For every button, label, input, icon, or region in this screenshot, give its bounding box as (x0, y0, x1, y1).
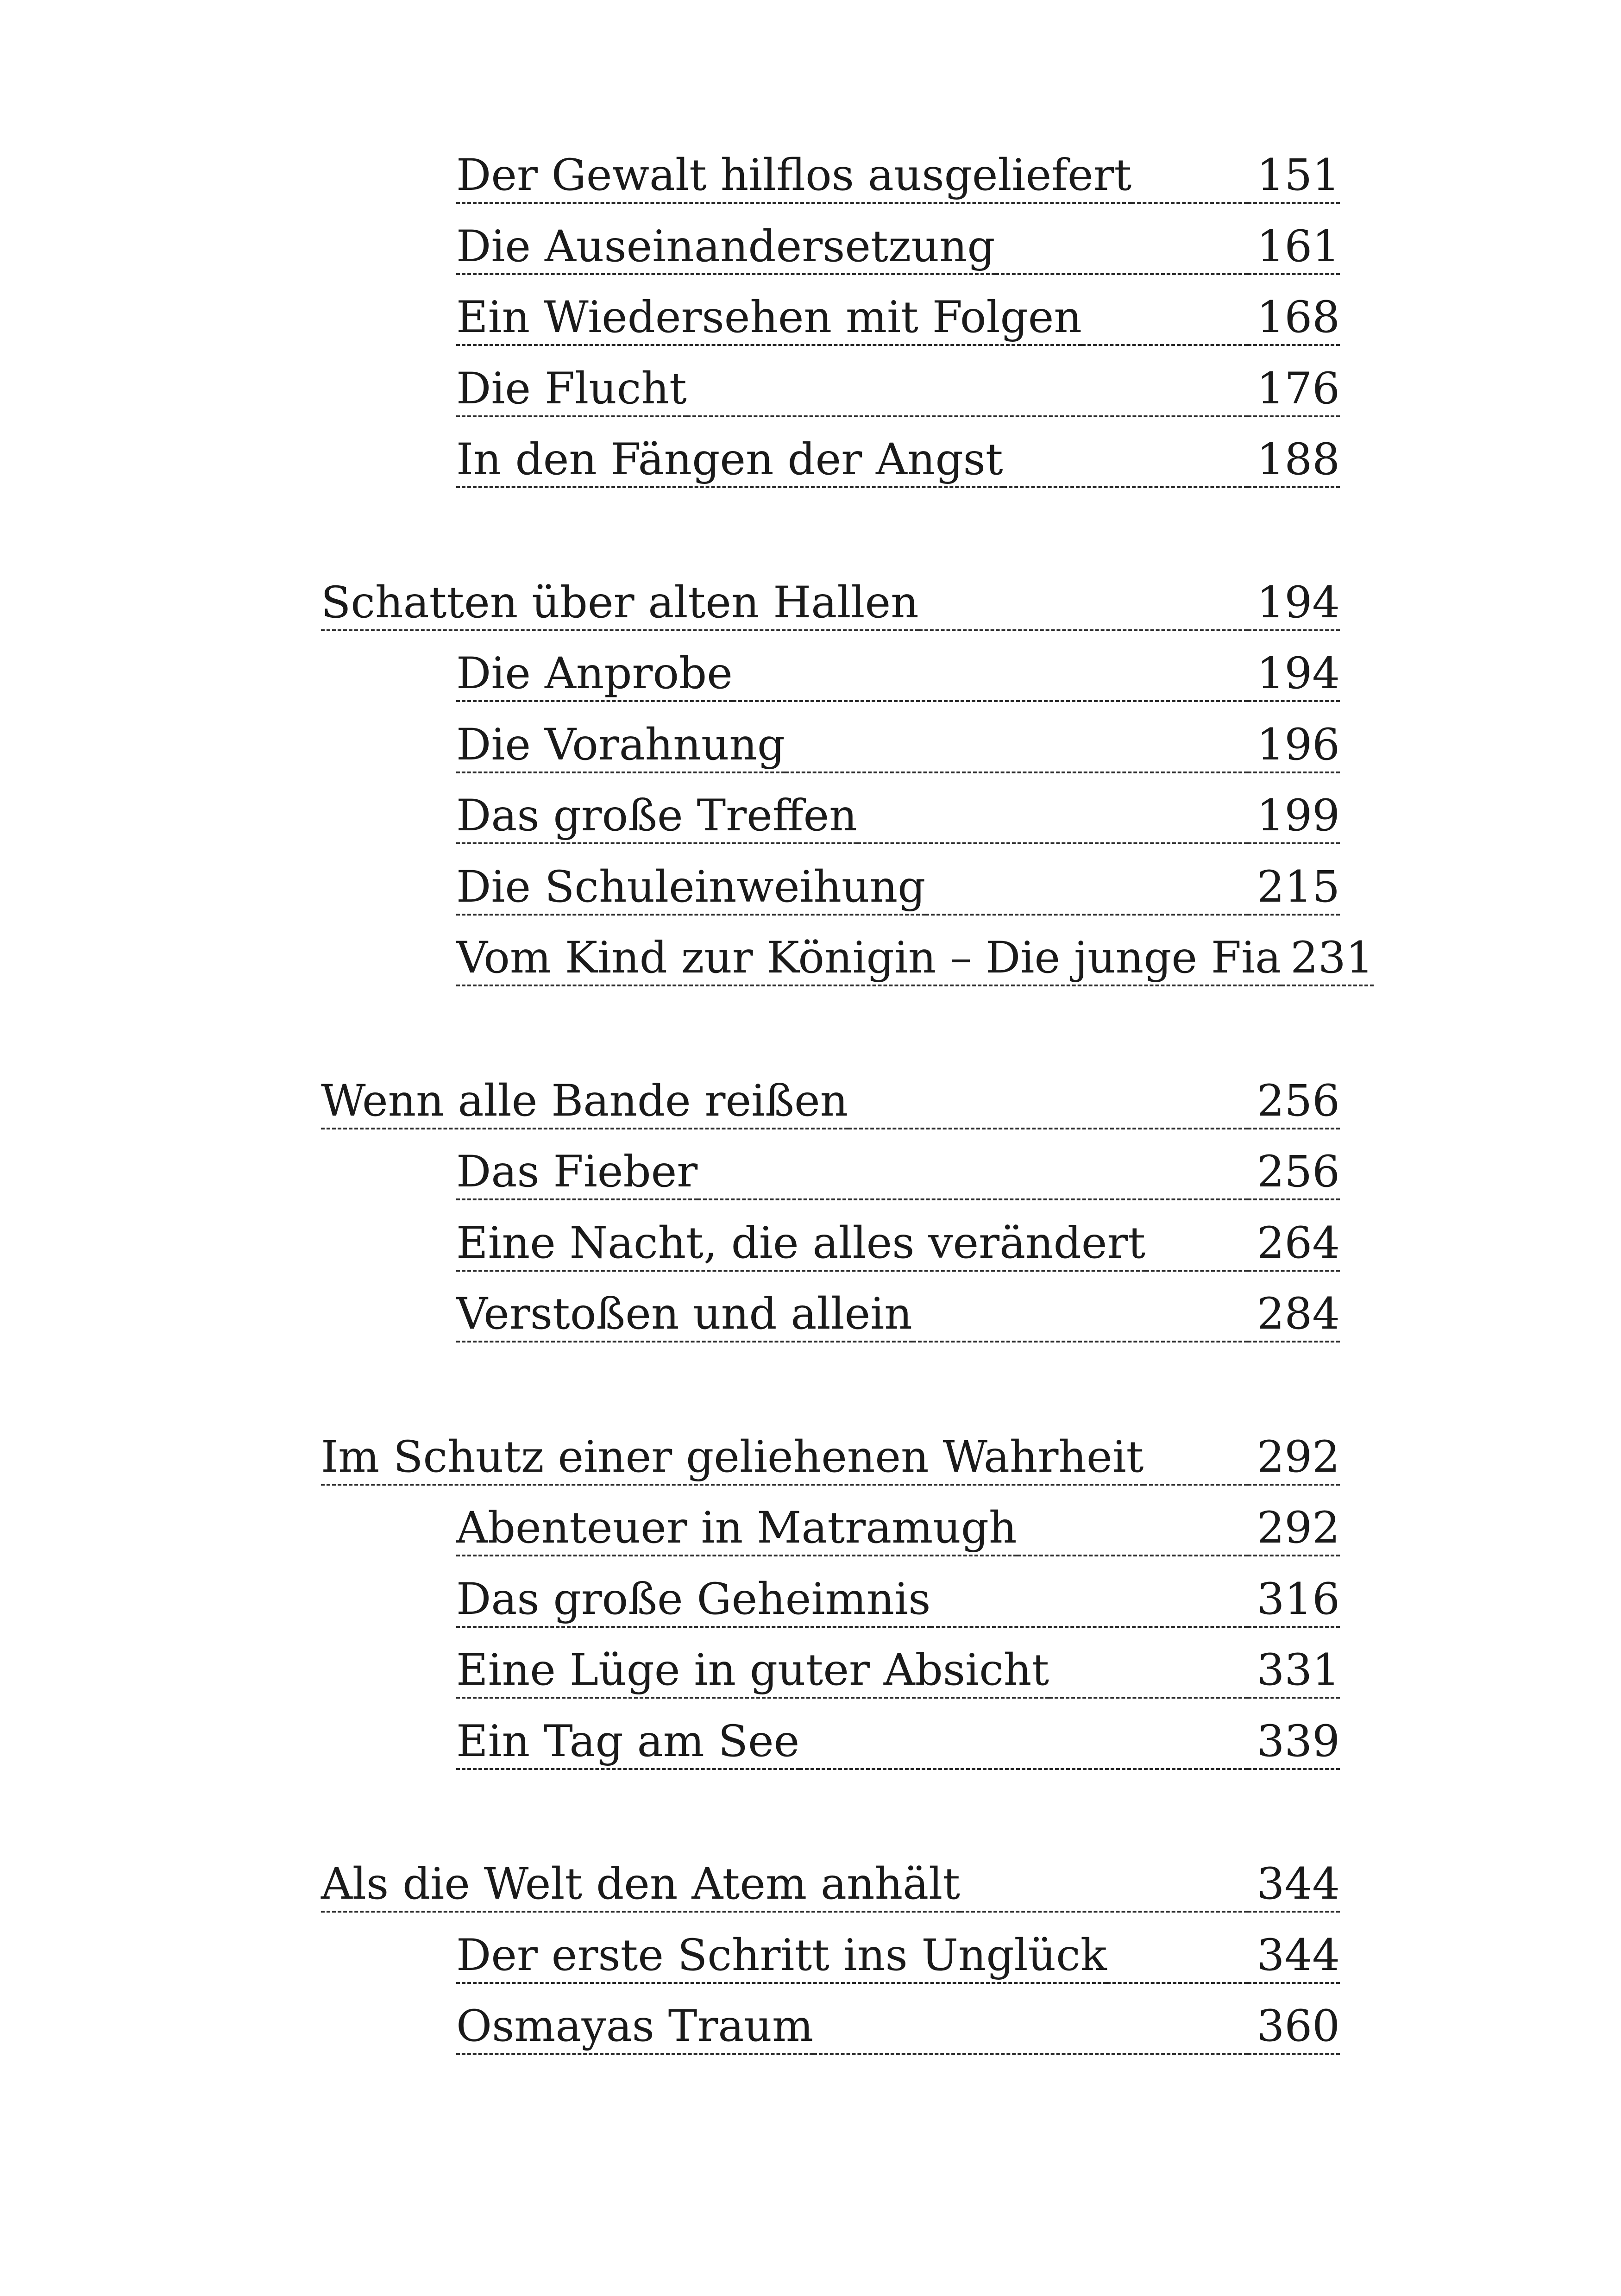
toc-dot-leader (1143, 1479, 1247, 1486)
toc-entry-title: Im Schutz einer geliehenen Wahrheit (321, 1436, 1143, 1486)
toc-entry-page-number: 161 (1248, 225, 1340, 275)
toc-entry-title: Das Fieber (456, 1150, 697, 1200)
toc-entry-title: Der erste Schritt ins Unglück (456, 1934, 1107, 1984)
toc-section-entry (456, 286, 1340, 346)
toc-entry-page-number: 199 (1248, 794, 1340, 844)
toc-section-entry (456, 642, 1340, 702)
toc-dot-leader (799, 1763, 1247, 1770)
toc-entry-title: Schatten über alten Hallen (321, 581, 919, 631)
toc-section-entry (456, 1496, 1340, 1556)
toc-section-entry (456, 713, 1340, 773)
toc-section-entry (456, 784, 1340, 844)
toc-dot-leader (919, 625, 1248, 631)
toc-entry-page-number: 344 (1248, 1863, 1340, 1913)
toc-section-entry (456, 215, 1340, 275)
toc-chapter-entry (321, 571, 1340, 631)
toc-entry-title: Als die Welt den Atem anhält (321, 1863, 960, 1913)
toc-entry-page-number: 256 (1248, 1150, 1340, 1200)
toc-entry-title: Die Schuleinweihung (456, 866, 925, 916)
toc-entry-page-number: 344 (1248, 1934, 1340, 1984)
toc-dot-leader (857, 838, 1248, 844)
toc-entry-page-number: 215 (1248, 866, 1340, 916)
toc-dot-leader (848, 1123, 1247, 1129)
toc-dot-leader (1082, 339, 1248, 346)
toc-section-entry (456, 144, 1340, 204)
toc-section-entry (456, 357, 1340, 417)
toc-dot-leader (1131, 197, 1247, 204)
toc-dot-leader (960, 1906, 1248, 1913)
toc-entry-page-number: 331 (1248, 1649, 1340, 1699)
toc-entry-title: Osmayas Traum (456, 2005, 813, 2055)
toc-entry-page-number: 264 (1248, 1222, 1340, 1272)
toc-entry-title: Ein Wiedersehen mit Folgen (456, 296, 1082, 346)
toc-entry-title: Der Gewalt hilflos ausgeliefert (456, 154, 1131, 204)
toc-dot-leader (687, 411, 1248, 417)
toc-entry-page-number: 256 (1248, 1079, 1340, 1129)
toc-section-entry (456, 1638, 1340, 1699)
toc-chapter-entry (321, 1069, 1340, 1129)
toc-chapter-entry (321, 1852, 1340, 1913)
toc-dot-leader (785, 767, 1247, 773)
toc-entry-page-number: 360 (1248, 2005, 1340, 2055)
toc-section-entry (456, 855, 1340, 916)
toc-dot-leader (912, 1336, 1248, 1342)
toc-entry-title: Ein Tag am See (456, 1720, 799, 1770)
toc-entry-page-number: 316 (1248, 1578, 1340, 1628)
toc-dot-leader (1003, 482, 1248, 488)
toc-dot-leader (733, 696, 1248, 702)
toc-entry-page-number: 176 (1248, 367, 1340, 417)
toc-dot-leader (1145, 1265, 1247, 1272)
toc-dot-leader (1107, 1977, 1248, 1984)
toc-dot-leader (925, 909, 1247, 916)
toc-entry-page-number: 196 (1248, 723, 1340, 773)
toc-entry-page-number: 231 (1281, 936, 1373, 986)
toc-entry-page-number: 339 (1248, 1720, 1340, 1770)
toc-entry-title: Abenteuer in Matramugh (456, 1506, 1017, 1556)
toc-entry-title: Das große Treffen (456, 794, 857, 844)
toc-entry-page-number: 168 (1248, 296, 1340, 346)
toc-entry-title: Wenn alle Bande reißen (321, 1079, 848, 1129)
toc-dot-leader (697, 1194, 1247, 1200)
toc-chapter-entry (321, 1425, 1340, 1486)
toc-entry-title: Die Vorahnung (456, 723, 785, 773)
toc-section-entry (456, 1710, 1340, 1770)
toc-section-entry (456, 1924, 1340, 1984)
toc-entry-title: Die Anprobe (456, 652, 733, 702)
toc-section-entry (456, 1995, 1340, 2055)
toc-section-entry (456, 1140, 1340, 1200)
toc-dot-leader (930, 1621, 1247, 1628)
toc-entry-page-number: 194 (1248, 581, 1340, 631)
toc-section-entry (456, 926, 1374, 986)
toc-entry-page-number: 194 (1248, 652, 1340, 702)
toc-dot-leader (813, 2048, 1247, 2055)
toc-entry-title: Das große Geheimnis (456, 1578, 930, 1628)
toc-entry-page-number: 151 (1248, 154, 1340, 204)
toc-entry-title: Verstoßen und allein (456, 1292, 912, 1342)
toc-entry-title: Die Auseinandersetzung (456, 225, 995, 275)
toc-entry-page-number: 292 (1248, 1436, 1340, 1486)
toc-entry-page-number: 188 (1248, 438, 1340, 488)
toc-entry-page-number: 292 (1248, 1506, 1340, 1556)
toc-section-entry (456, 1211, 1340, 1272)
toc-entry-title: Eine Lüge in guter Absicht (456, 1649, 1049, 1699)
toc-dot-leader (1017, 1550, 1248, 1556)
toc-entry-title: Eine Nacht, die alles verändert (456, 1222, 1145, 1272)
toc-entry-page-number: 284 (1248, 1292, 1340, 1342)
toc-entry-title: Die Flucht (456, 367, 687, 417)
toc-section-entry (456, 428, 1340, 488)
toc-entry-title: In den Fängen der Angst (456, 438, 1003, 488)
toc-dot-leader (1049, 1692, 1247, 1699)
toc-dot-leader (995, 269, 1248, 275)
toc-section-entry (456, 1568, 1340, 1628)
toc-section-entry (456, 1282, 1340, 1342)
toc-entry-title: Vom Kind zur Königin – Die junge Fia (456, 936, 1281, 986)
